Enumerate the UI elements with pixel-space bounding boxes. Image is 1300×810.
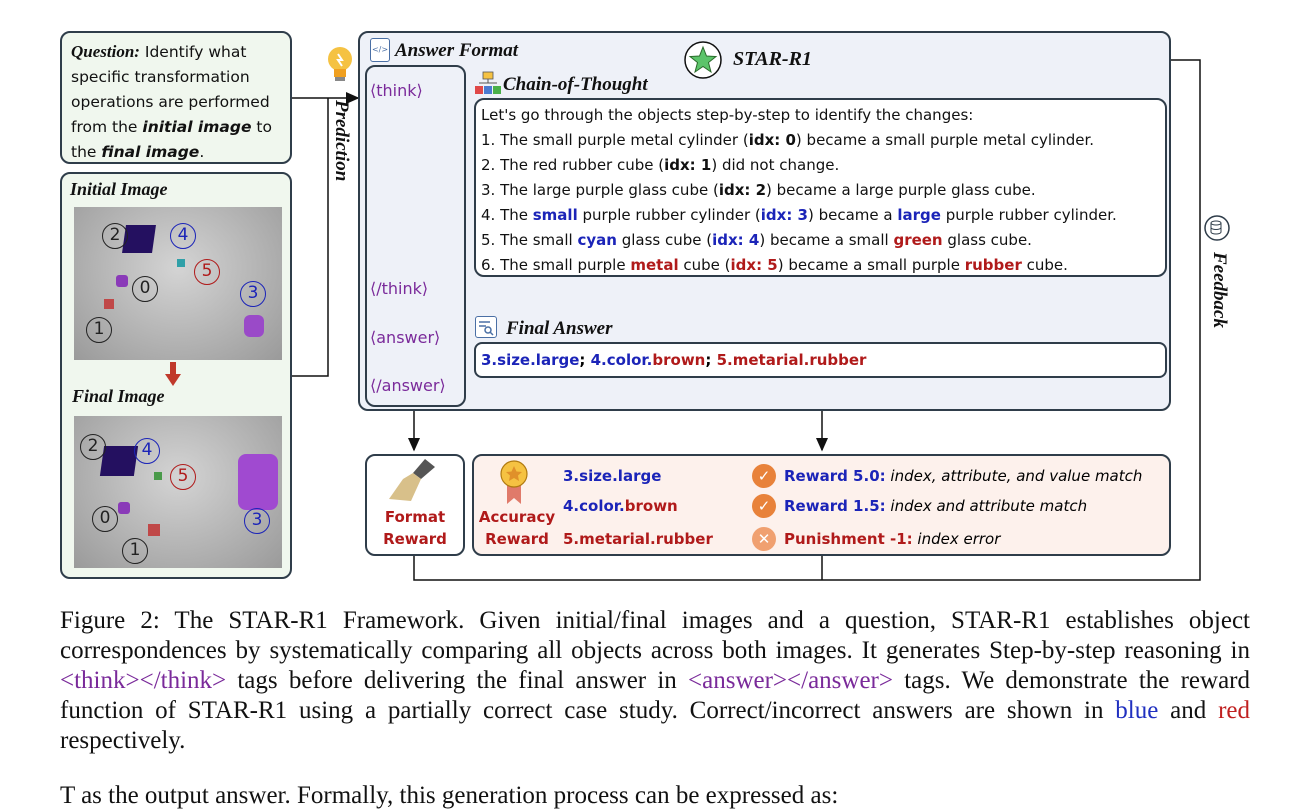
initial-image-title: Initial Image — [70, 179, 168, 199]
flowchart-icon — [475, 71, 499, 95]
object-label: 4 — [134, 438, 160, 464]
object-label: 0 — [92, 506, 118, 532]
small-cylinder — [116, 275, 128, 287]
cot-line-4: 4. The small purple rubber cylinder (idx: 3) became a large purple rubber cylinder. — [481, 206, 1117, 224]
answer-close-tag: ⟨/answer⟩ — [370, 376, 446, 395]
reward-answer-3: 5.metarial.rubber — [563, 530, 713, 548]
format-reward-label: Format Reward — [383, 508, 447, 548]
object-label: 3 — [244, 508, 270, 534]
reward-result-3: Punishment -1: index error — [784, 530, 1001, 548]
cot-intro: Let's go through the objects step-by-step to identify the changes: — [481, 106, 974, 124]
cot-title: Chain-of-Thought — [503, 74, 648, 95]
reward-answer-2: 4.color.brown — [563, 497, 678, 515]
question-box — [60, 31, 292, 164]
final-image — [74, 416, 282, 568]
object-label: 2 — [102, 223, 128, 249]
object-label: 5 — [194, 259, 220, 285]
answer-open-tag: ⟨answer⟩ — [370, 328, 441, 347]
final-image-title: Final Image — [72, 386, 165, 406]
red-cube — [104, 299, 114, 309]
object-label: 5 — [170, 464, 196, 490]
small-cylinder — [118, 502, 130, 514]
final-answer-text: 3.size.large; 4.color.brown; 5.metarial.rubber — [481, 351, 867, 369]
image-panel — [60, 172, 292, 579]
purple-cylinder — [244, 315, 264, 337]
cyan-cube — [177, 259, 185, 267]
tags-column — [365, 65, 466, 407]
partial-check-icon: ✓ — [752, 494, 776, 518]
think-close-tag: ⟨/think⟩ — [370, 279, 429, 298]
large-purple-cylinder — [238, 454, 278, 510]
accuracy-reward-label: Accuracy Reward — [478, 508, 556, 548]
cot-line-6: 6. The small purple metal cube (idx: 5) became a small purple rubber cube. — [481, 256, 1068, 274]
red-cube — [148, 524, 160, 536]
cot-line-5: 5. The small cyan glass cube (idx: 4) became a small green glass cube. — [481, 231, 1032, 249]
medal-icon — [497, 458, 531, 506]
reward-answer-1: 3.size.large — [563, 467, 662, 485]
object-label: 3 — [240, 281, 266, 307]
initial-image — [74, 207, 282, 360]
question-text: Question: Identify what specific transformation operations are performed from the initial image to the final image. — [71, 42, 272, 161]
reward-result-2: Reward 1.5: index and attribute match — [784, 497, 1088, 515]
figure-caption: Figure 2: The STAR-R1 Framework. Given initial/final images and a question, STAR-R1 establishes object correspondences by systematically comparing all objects across both images. It generates Step-by-step reasoning in <think></think> tags before delivering the final answer in <answer></answer> tags. We demonstrate the reward function of STAR-R1 using a partially correct case study. Correct/incorrect answers are shown in blue and red respectively. — [60, 607, 1250, 754]
purple-cube — [100, 446, 138, 476]
cot-line-2: 2. The red rubber cube (idx: 1) did not change. — [481, 156, 840, 174]
cot-line-1: 1. The small purple metal cylinder (idx: 0) became a small purple metal cylinder. — [481, 131, 1095, 149]
check-icon: ✓ — [752, 464, 776, 488]
star-icon — [683, 40, 723, 80]
code-file-icon: </> — [370, 38, 390, 62]
green-cube — [154, 472, 162, 480]
final-answer-title: Final Answer — [506, 318, 613, 339]
feedback-label: Feedback — [1209, 252, 1230, 328]
prediction-label: Prediction — [331, 100, 352, 182]
cot-line-3: 3. The large purple glass cube (idx: 2) became a large purple glass cube. — [481, 181, 1036, 199]
object-label: 4 — [170, 223, 196, 249]
image-connector — [292, 98, 328, 376]
body-text-cut: T as the output answer. Formally, this generation process can be expressed as: — [60, 782, 839, 809]
object-label: 1 — [122, 538, 148, 564]
search-doc-icon — [475, 316, 497, 338]
think-open-tag: ⟨think⟩ — [370, 81, 423, 100]
object-label: 0 — [132, 276, 158, 302]
lightbulb-icon — [325, 44, 355, 84]
cross-icon: ✕ — [752, 527, 776, 551]
brush-icon — [385, 455, 445, 505]
answer-format-title: Answer Format — [395, 40, 519, 61]
object-label: 2 — [80, 434, 106, 460]
reward-result-1: Reward 5.0: index, attribute, and value match — [784, 467, 1143, 485]
object-label: 1 — [86, 317, 112, 343]
star-r1-title: STAR-R1 — [733, 48, 812, 70]
database-icon — [1203, 214, 1231, 242]
